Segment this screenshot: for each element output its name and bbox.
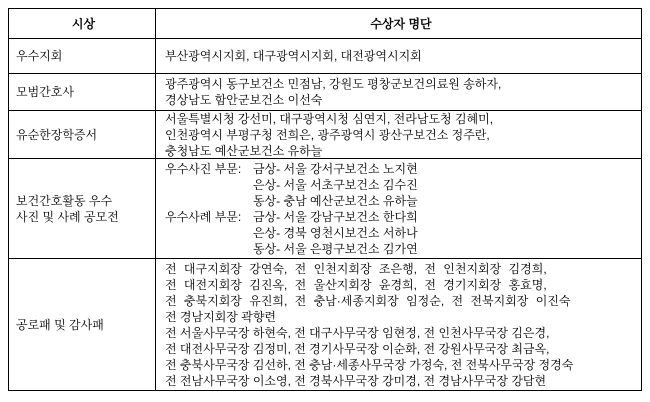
- winner-line: 광주광역시 동구보건소 민점남, 강원도 평창군보건의료원 송하자,: [165, 77, 502, 91]
- winners-cell: [156, 39, 641, 73]
- winner-line: 충청남도 예산군보건소 유하늘: [165, 143, 323, 158]
- award-name-line: 사진 및 사례 공모전: [16, 209, 119, 224]
- table-header-row: [9, 9, 641, 38]
- photo-section: [165, 161, 418, 209]
- award-item-line: 은상- 서울 서초구보건소 김수진: [253, 177, 418, 192]
- award-item-line: 동상- 충남 예산군보건소 유하늘: [253, 193, 418, 208]
- award-name: 유순한장학증서: [16, 127, 98, 142]
- winner-line: 서울특별시청 강선미, 대구광역시청 심연지, 전라남도청 김혜미,: [165, 111, 494, 126]
- case-section: [165, 209, 418, 257]
- table-row-scholarship: [9, 110, 641, 158]
- award-cell: [9, 259, 156, 390]
- award-cell: [9, 74, 156, 110]
- winner-line: 인천광역시 부평구청 전희은, 광주광역시 광산구보건소 정주란,: [165, 127, 490, 142]
- award-item-line: 은상- 경북 영천시보건소 서하나: [253, 225, 418, 240]
- table-row-model-nurse: [9, 73, 641, 110]
- table-row-plaques: [9, 258, 641, 390]
- award-name: 우수지회: [16, 49, 63, 63]
- award-cell: [9, 111, 156, 158]
- table-row-best-chapter: [9, 38, 641, 73]
- winners-cell: [156, 159, 641, 258]
- award-name: 모범간호사: [16, 85, 74, 99]
- winner-line: 전 충북지회장 유진희, 전 충남·세종지회장 임정순, 전 전북지회장 이진숙: [165, 293, 571, 308]
- award-name-line: 보건간호활동 우수: [16, 193, 113, 208]
- award-item-line: 동상- 서울 은평구보건소 김가연: [253, 241, 418, 256]
- award-item-line: 금상- 서울 강서구보건소 노지현: [253, 161, 418, 176]
- award-cell: [9, 159, 156, 258]
- winner-line: 경상남도 함안군보건소 이선숙: [165, 93, 323, 107]
- winner-line: 부산광역시지회, 대구광역시지회, 대전광역시지회: [165, 49, 422, 63]
- header-cell-winners: 수상자 명단: [370, 17, 432, 31]
- section-items: [253, 209, 418, 257]
- section-label: 우수사례 부문:: [165, 209, 242, 224]
- header-cell-award: 시상: [9, 9, 156, 38]
- awards-table: [8, 8, 642, 391]
- table-row-contest: [9, 158, 641, 258]
- winner-line: 전 대구지회장 강연숙, 전 인천지회장 조은행, 전 인천지회장 김경희,: [165, 261, 547, 276]
- winner-line: 전 대전지회장 김진옥, 전 울산지회장 윤경희, 전 경기지회장 홍효명,: [165, 277, 547, 292]
- winner-line: 전 서울사무국장 하현숙, 전 대구사무국장 임현정, 전 인천사무국장 김은경,: [165, 325, 550, 340]
- section-items: [253, 161, 418, 209]
- award-name: 공로패 및 감사패: [16, 317, 104, 332]
- winner-line: 전 전남사무국장 이소영, 전 경북사무국장 강미경, 전 경남사무국장 강담현: [165, 373, 547, 388]
- award-item-line: 금상- 서울 강남구보건소 한다희: [253, 209, 418, 224]
- winner-line: 전 경남지회장 곽향련: [165, 309, 276, 324]
- winners-cell: [156, 259, 641, 390]
- winner-line: 전 충북사무국장 김선하, 전 충남·세종사무국장 가정숙, 전 전북사무국장 정경숙: [165, 357, 574, 372]
- winners-cell: [156, 74, 641, 110]
- winners-cell: [156, 111, 641, 158]
- section-label: 우수사진 부문:: [165, 161, 242, 176]
- award-cell: [9, 39, 156, 73]
- winner-line: 전 대전사무국장 김정미, 전 경기사무국장 이순화, 전 강원사무국장 최금옥,: [165, 341, 550, 356]
